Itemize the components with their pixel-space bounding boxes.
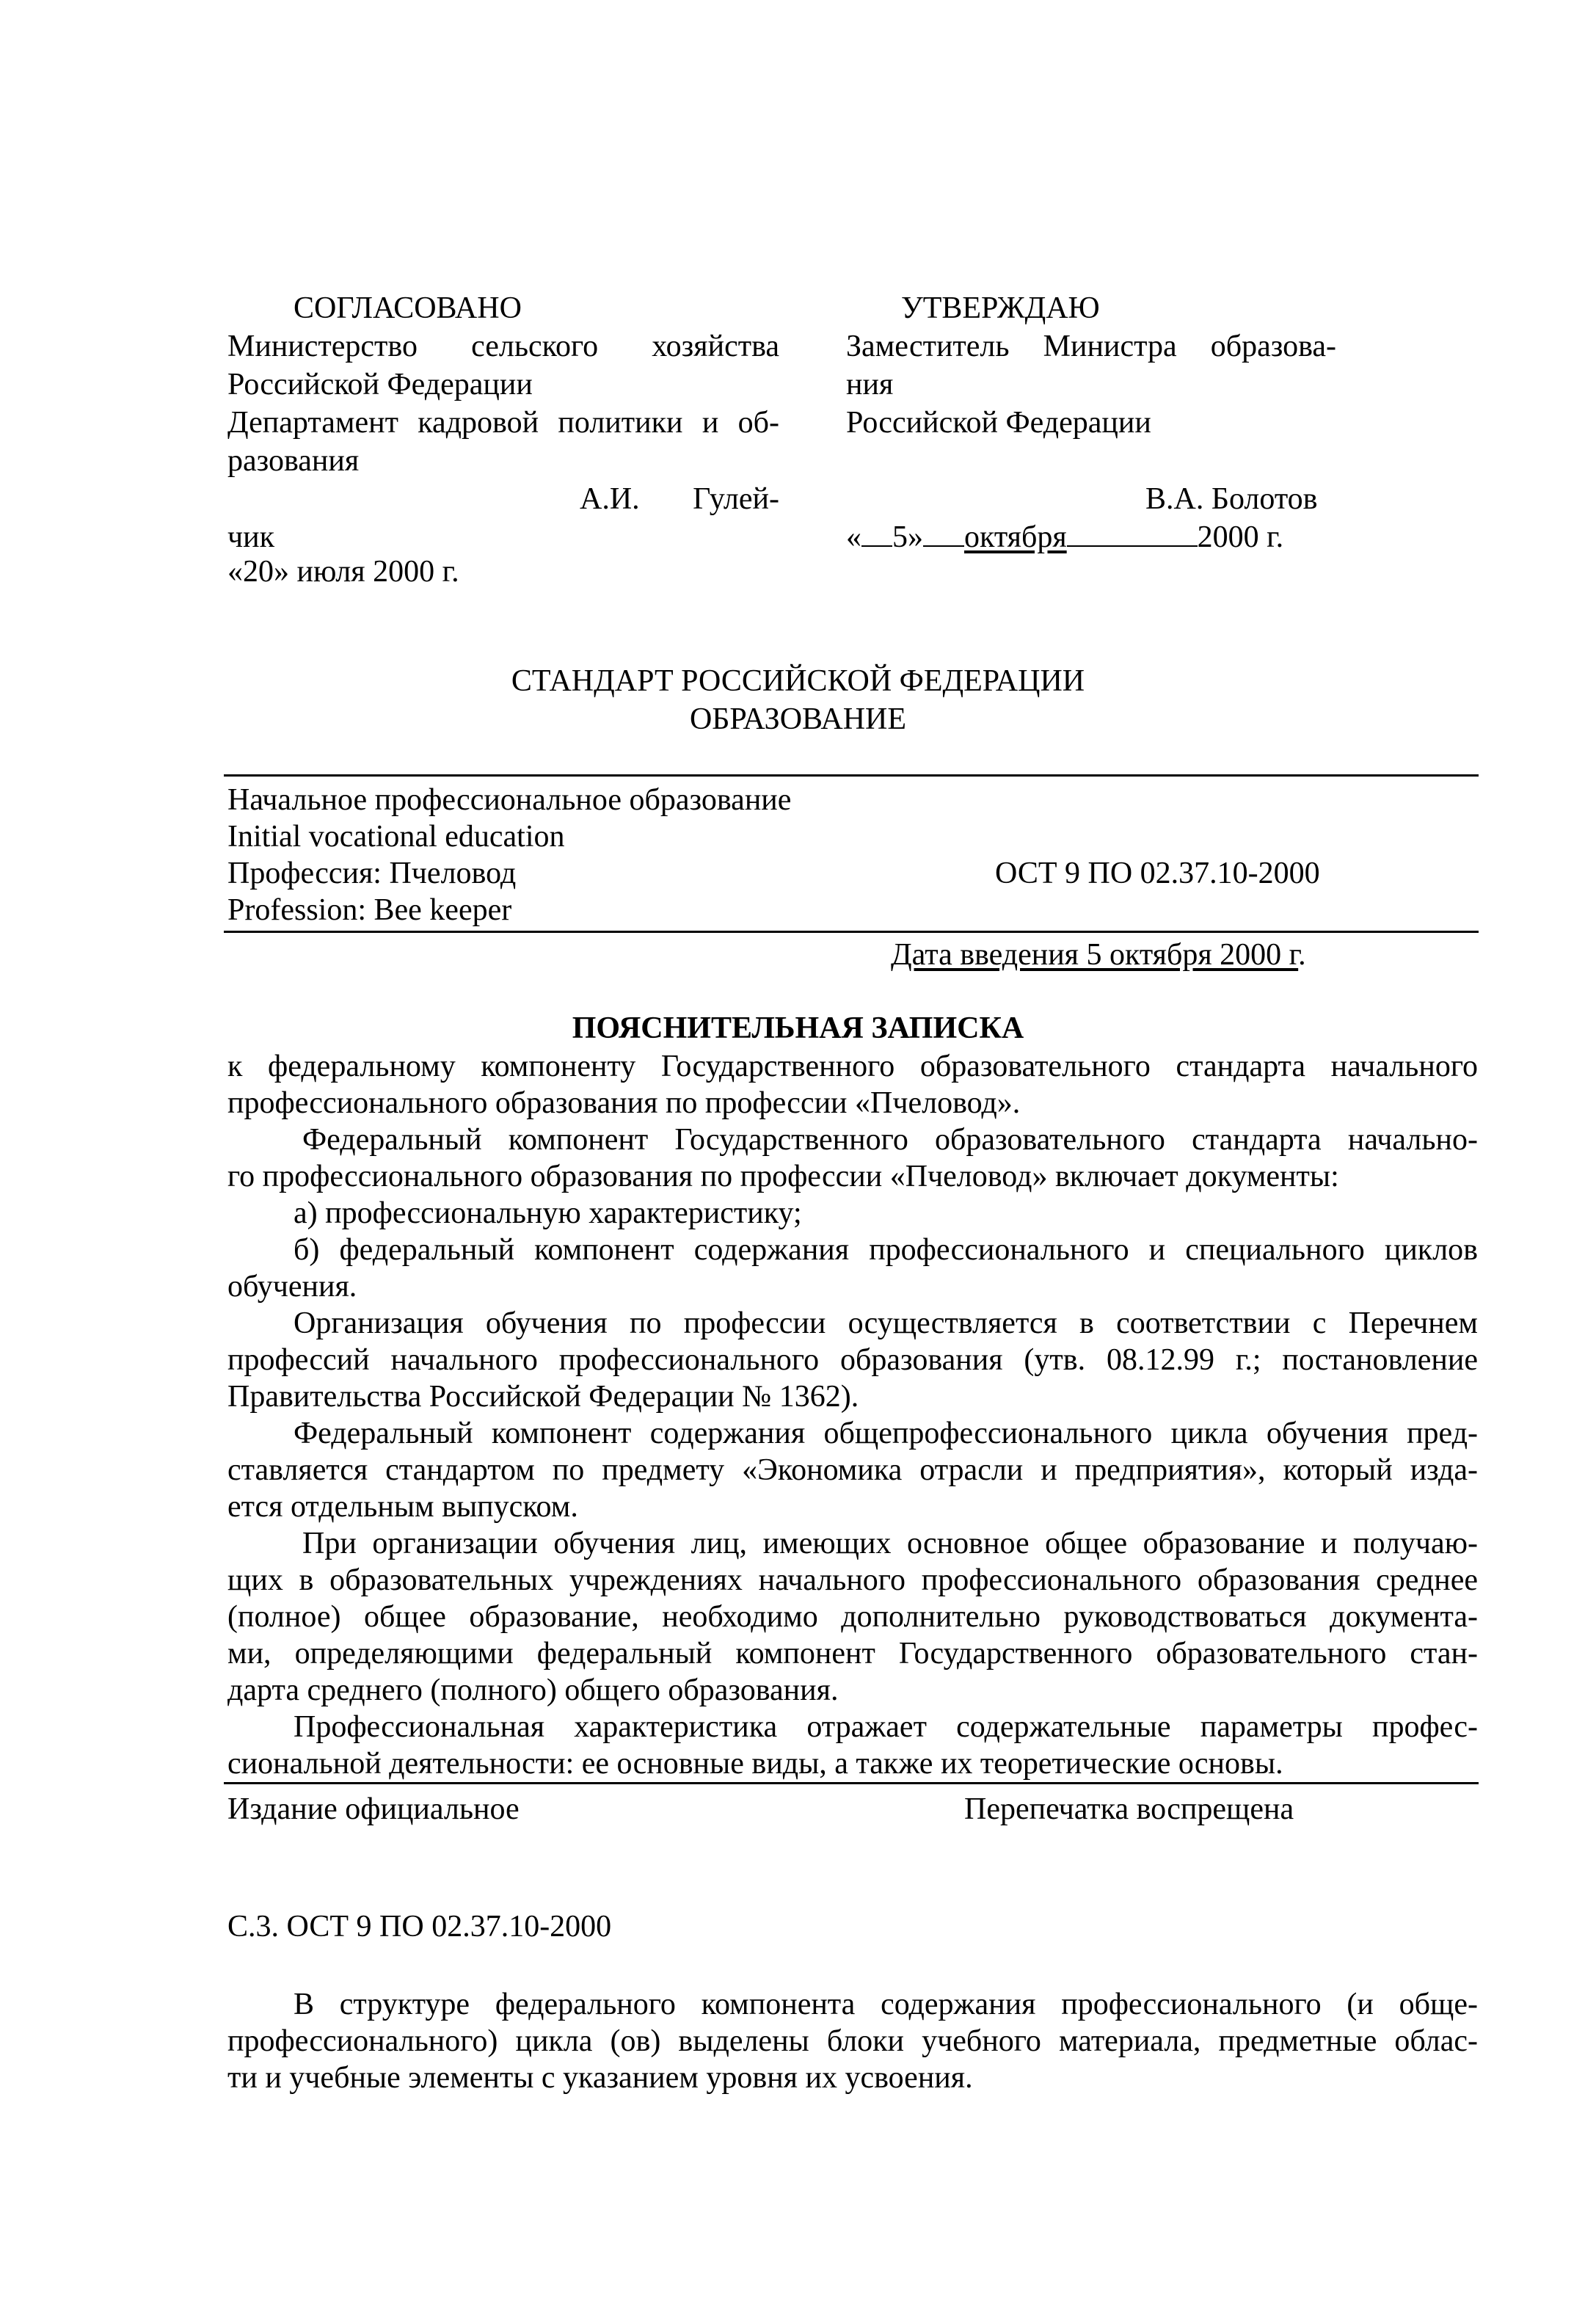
level-ru: Начальное профессиональное образование [227, 783, 792, 817]
note-line: Правительства Российской Федерации № 1362). [227, 1380, 859, 1414]
page3-line: В структуре федерального компонента содержания профессионального (и обще- [294, 1988, 1478, 2021]
date-quote-open: « [846, 520, 861, 554]
approval-right-date [846, 519, 1283, 556]
note-line: дарта среднего (полного) общего образования. [227, 1673, 839, 1707]
page3-header: С.3. ОСТ 9 ПО 02.37.10-2000 [227, 1910, 612, 1944]
approval-left-signatory: А.И. Гулей- [580, 482, 779, 516]
approval-left-heading: СОГЛАСОВАНО [294, 291, 522, 325]
approval-right-line: Российской Федерации [846, 406, 1151, 440]
level-en: Initial vocational education [227, 820, 565, 854]
intro-date [891, 937, 1306, 973]
note-line: Организация обучения по профессии осуществляется в соответствии с Перечнем [294, 1306, 1478, 1340]
approval-right-line: Заместитель Министра образова- [846, 330, 1336, 363]
standard-title-line2: ОБРАЗОВАНИЕ [689, 702, 907, 736]
page3-line: профессионального) цикла (ов) выделены блоки учебного материала, предметные облас- [227, 2024, 1478, 2058]
bottom-rule [224, 1782, 1479, 1784]
note-line: ставляется стандартом по предмету «Экономика отрасли и предприятия», который изда- [227, 1453, 1478, 1487]
date-blank [861, 519, 892, 547]
note-line: При организации обучения лиц, имеющих основное общее образование и получаю- [302, 1527, 1478, 1560]
note-line: щих в образовательных учреждениях начального профессионального образования среднее [227, 1563, 1478, 1597]
note-line: ми, определяющими федеральный компонент Государственного образовательного стан- [227, 1637, 1478, 1671]
note-line: (полное) общее образование, необходимо дополнительно руководствоваться документа- [227, 1600, 1478, 1634]
note-line: к федеральному компоненту Государственного образовательного стандарта начального [227, 1050, 1478, 1083]
approval-left-line: разования [227, 444, 360, 478]
intro-date-dot: . [1298, 938, 1306, 972]
approval-left-line: Российской Федерации [227, 368, 533, 401]
note-line: сиональной деятельности: ее основные виды, а также их теоретические основы. [227, 1747, 1283, 1781]
note-line: Федеральный компонент Государственного образовательного стандарта начально- [302, 1123, 1478, 1157]
approval-left-line: Департамент кадровой политики и об- [227, 406, 779, 440]
approval-right-heading: УТВЕРЖДАЮ [901, 291, 1100, 325]
standard-title-line1: СТАНДАРТ РОССИЙСКОЙ ФЕДЕРАЦИИ [511, 664, 1085, 698]
approval-right-signatory: В.А. Болотов [1145, 482, 1318, 516]
note-title: ПОЯСНИТЕЛЬНАЯ ЗАПИСКА [572, 1011, 1024, 1045]
date-month: октября [964, 520, 1067, 554]
date-blank [1067, 519, 1198, 547]
note-line: б) федеральный компонент содержания профессионального и специального циклов [294, 1233, 1478, 1267]
note-line: Федеральный компонент содержания общепрофессионального цикла обучения пред- [294, 1417, 1478, 1450]
note-line: ется отдельным выпуском. [227, 1490, 578, 1524]
approval-left-line: Министерство сельского хозяйства [227, 330, 779, 363]
approval-left-date: «20» июля 2000 г. [227, 555, 459, 589]
date-year: 2000 г. [1197, 520, 1284, 554]
profession-en: Profession: Bee keeper [227, 893, 512, 927]
note-line: го профессионального образования по профессии «Пчеловод» включает документы: [227, 1160, 1339, 1193]
standard-code: ОСТ 9 ПО 02.37.10-2000 [995, 857, 1320, 890]
page3-line: ти и учебные элементы с указанием уровня их усвоения. [227, 2061, 973, 2095]
note-line: обучения. [227, 1270, 357, 1304]
approval-left-signatory-end: чик [227, 520, 275, 554]
note-line: профессионального образования по профессии «Пчеловод». [227, 1086, 1021, 1120]
top-rule [224, 774, 1479, 777]
note-line: профессий начального профессионального образования (утв. 08.12.99 г.; постановление [227, 1343, 1478, 1377]
middle-rule [224, 931, 1479, 933]
approval-right-line: ния [846, 368, 894, 401]
date-blank [923, 519, 964, 547]
footer-reprint-prohibited: Перепечатка воспрещена [964, 1792, 1294, 1826]
date-day: 5» [892, 520, 923, 554]
note-line: а) профессиональную характеристику; [294, 1196, 802, 1230]
profession-ru: Профессия: Пчеловод [227, 857, 517, 890]
note-line: Профессиональная характеристика отражает содержательные параметры профес- [294, 1710, 1478, 1744]
intro-date-text: Дата введения 5 октября 2000 г [891, 938, 1299, 972]
footer-official-edition: Издание официальное [227, 1792, 520, 1826]
